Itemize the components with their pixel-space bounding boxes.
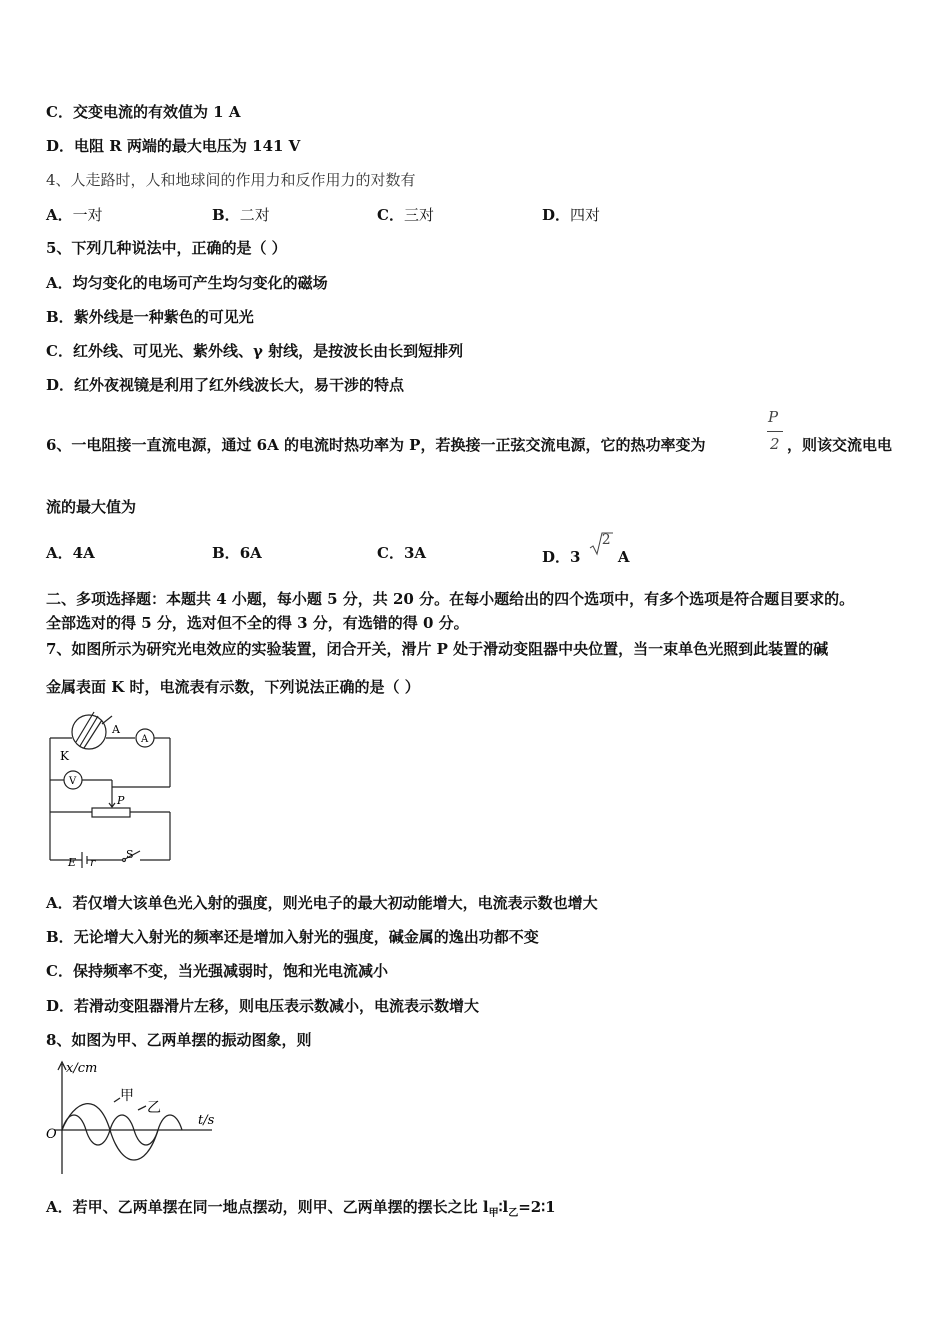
section2-line1: 二、多项选择题：本题共 4 小题，每小题 5 分，共 20 分。在每小题给出的四个选项中，有多个选项是符合题目要求的。 xyxy=(46,590,855,608)
q4-option-a: A．一对 xyxy=(46,206,103,224)
y-axis-label: x/cm xyxy=(66,1061,98,1076)
legend-yi: 乙 xyxy=(147,1100,161,1116)
q5-option-b: B．紫外线是一种紫色的可见光 xyxy=(46,308,254,326)
label-r: r xyxy=(90,856,96,869)
rheostat-icon xyxy=(92,808,130,817)
q7-option-a: A．若仅增大该单色光入射的强度，则光电子的最大初动能增大，电流表示数也增大 xyxy=(46,894,598,912)
q5-option-d: D．红外夜视镜是利用了红外线波长大，易干涉的特点 xyxy=(46,376,405,394)
label-e: E xyxy=(68,856,77,869)
x-axis-label: t/s xyxy=(198,1113,215,1128)
q7-option-d: D．若滑动变阻器滑片左移，则电压表示数减小，电流表示数增大 xyxy=(46,997,480,1015)
q6-stem-c: 流的最大值为 xyxy=(46,498,137,516)
q6-fraction-denominator: 2 xyxy=(770,435,780,453)
label-anode: A xyxy=(112,723,120,736)
q6-option-a: A．4A xyxy=(46,544,95,562)
q7-stem-a: 7、如图所示为研究光电效应的实验装置，闭合开关，滑片 P 处于滑动变阻器中央位置，当一束单色光照到此装置的碱 xyxy=(46,640,829,658)
legend-jia: 甲 xyxy=(120,1088,134,1104)
label-s: S xyxy=(126,848,134,861)
section2-line2: 全部选对的得 5 分，选对但不全的得 3 分，有选错的得 0 分。 xyxy=(46,614,469,632)
q5-option-c: C．红外线、可见光、紫外线、γ 射线，是按波长由长到短排列 xyxy=(46,342,464,360)
q6-option-d: D．3 2 A xyxy=(542,532,630,566)
pendulum-graph-figure xyxy=(40,1058,220,1180)
q3-option-c: C．交变电流的有效值为 1 A xyxy=(46,103,241,121)
q5-stem: 5、下列几种说法中，正确的是（ ） xyxy=(46,239,287,257)
q6-stem-a: 6、一电阻接一直流电源，通过 6A 的电流时热功率为 P，若换接一正弦交流电源，它的热功率变为 xyxy=(46,436,706,454)
q6-option-c: C．3A xyxy=(377,544,427,562)
q6-stem-b: ，则该交流电电 xyxy=(787,436,893,454)
q4-options xyxy=(46,204,906,224)
q4-option-c: C．三对 xyxy=(377,206,434,224)
q7-option-c: C．保持频率不变，当光强减弱时，饱和光电流减小 xyxy=(46,962,388,980)
q7-stem-b: 金属表面 K 时，电流表有示数，下列说法正确的是（ ） xyxy=(46,678,420,696)
sqrt-symbol xyxy=(589,532,613,562)
q4-stem: 4、人走路时，人和地球间的作用力和反作用力的对数有 xyxy=(46,171,416,189)
q6-fraction-bar xyxy=(767,431,783,432)
label-p: P xyxy=(117,794,125,807)
q3-option-d: D．电阻 R 两端的最大电压为 141 V xyxy=(46,137,301,155)
origin-label: O xyxy=(46,1127,57,1142)
q8-option-a: A．若甲、乙两单摆在同一地点摆动，则甲、乙两单摆的摆长之比 $l_甲∶l_乙=2∶1$ xyxy=(46,1198,556,1219)
q6-options xyxy=(46,532,906,566)
q8-stem: 8、如图为甲、乙两单摆的振动图象，则 xyxy=(46,1031,312,1049)
q7-option-b: B．无论增大入射光的频率还是增加入射光的强度，碱金属的逸出功都不变 xyxy=(46,928,539,946)
label-k: K xyxy=(60,749,69,763)
q4-option-b: B．二对 xyxy=(212,206,270,224)
sqrt-radicand: 2 xyxy=(601,532,611,548)
q6-option-b: B．6A xyxy=(212,544,262,562)
photoelectric-circuit-figure xyxy=(40,708,180,870)
q6-fraction-numerator: P xyxy=(768,408,779,426)
q4-option-d: D．四对 xyxy=(542,206,601,224)
ammeter-label: A xyxy=(141,734,149,745)
q5-option-a: A．均匀变化的电场可产生均匀变化的磁场 xyxy=(46,274,328,292)
voltmeter-label: V xyxy=(69,776,77,787)
